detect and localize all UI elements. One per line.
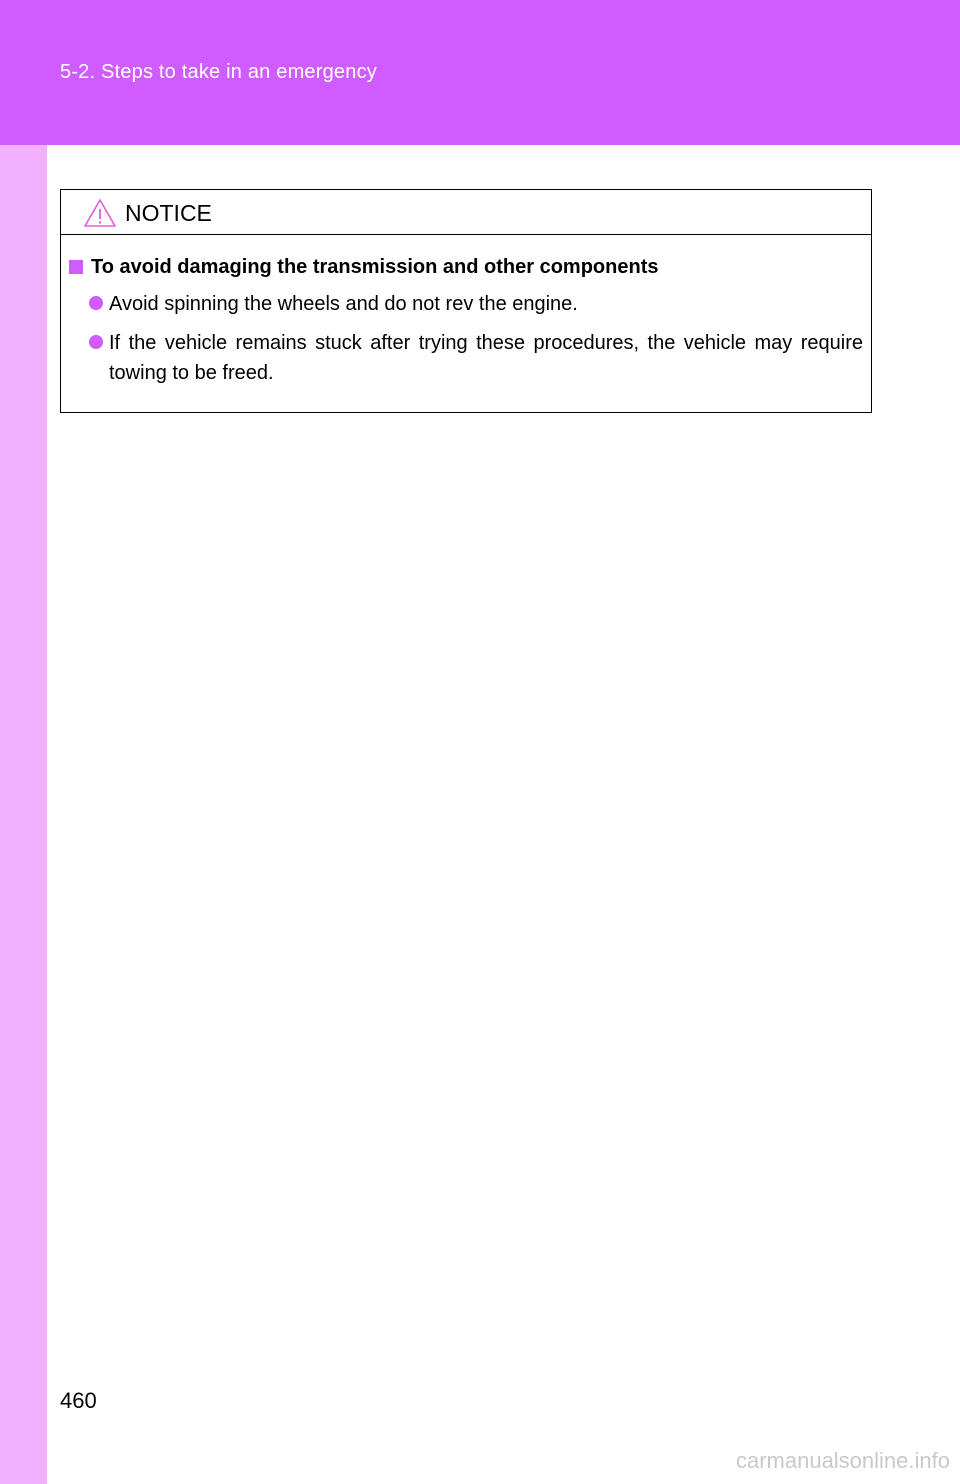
circle-bullet-icon: [89, 335, 103, 349]
warning-triangle-icon: [83, 198, 117, 228]
section-heading: To avoid damaging the transmission and other components: [91, 256, 659, 278]
square-bullet-icon: [69, 260, 83, 274]
notice-section: [69, 254, 658, 280]
page-number: 460: [60, 1388, 97, 1413]
watermark: carmanualsonline.info: [735, 1448, 950, 1473]
notice-header: [61, 190, 871, 235]
notice-box: [60, 189, 872, 413]
notice-label: NOTICE: [125, 200, 212, 226]
side-strip: [0, 145, 47, 1484]
section-title: 5-2. Steps to take in an emergency: [60, 61, 377, 83]
header-band: [0, 0, 960, 145]
list-item: [89, 328, 863, 388]
bullet-text: Avoid spinning the wheels and do not rev the engine.: [109, 293, 578, 315]
circle-bullet-icon: [89, 296, 103, 310]
list-item: [89, 289, 863, 319]
bullet-text: If the vehicle remains stuck after trying these procedures, the vehicle may require towing to be freed.: [109, 332, 863, 384]
